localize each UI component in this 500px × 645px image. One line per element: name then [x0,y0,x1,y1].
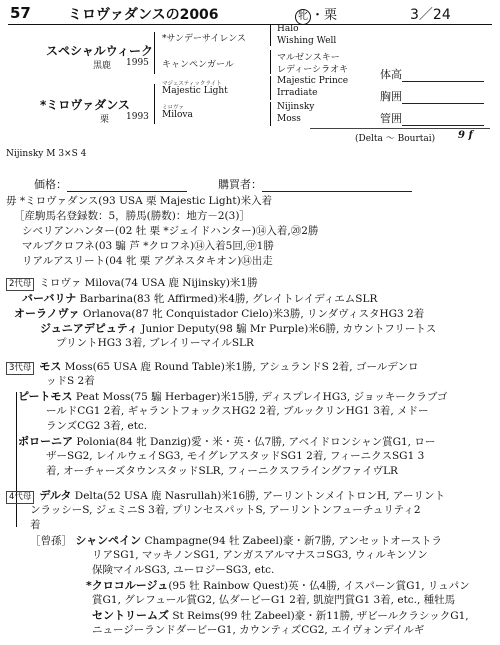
horse-record: Junior Deputy(98 騸 Mr Purple)米6勝, カウントフリートス [141,323,437,335]
inbreeding: Nijinsky M 3×S 4 [6,149,87,159]
fourth-dam-text: Delta(52 USA 鹿 Nasrullah)米16勝, アーリントンメイトロンH, アーリント [74,490,446,502]
pedigree-rule [310,128,490,129]
horse-name: ジュニアデピュティ [40,322,138,335]
fourth-dam-line3: 着 [30,519,41,531]
third-dam-text: Moss(65 USA 鹿 Round Table)米1勝, アシュランドS 2着, ゴールデンロ [64,361,419,373]
girth-field [380,88,484,104]
g3-lady-shiraoki: レディーシラオキ [277,65,349,75]
fourth-dam-line2: ンラッシーS, ジェミニS 3着, プリンセスパットS, アーリントンフューチュリティ2 [30,504,421,516]
horse-name: オーラノヴァ [14,307,80,320]
header-rule [8,24,492,25]
pedigree-bracket [270,24,271,46]
horse-record: Barbarina(83 牝 Affirmed)米4勝, グレイトレイディエムSLR [79,293,378,305]
dam-dam-kana: ミロヴァ [162,105,184,111]
horse-name: セントリームズ [92,609,169,622]
horse-name: ポローニア [18,435,73,448]
g3-maruzensky: マルゼンスキー [277,53,340,63]
great-grand-entry: 賞G1, グレフュール賞G2, 仏ダービーG1 2着, 凱旋門賞G1 3着, etc., 種牡馬 [92,594,456,606]
third-dam-line2: ッドS 2着 [46,375,95,387]
horse-record: Orlanova(87 牝 Conquistador Cielo)米3勝, リンダヴィスタHG3 2着 [82,308,425,320]
family-bracket [16,392,17,527]
progeny-item: シベリアンハンター(02 牡 栗 *ジェイドハンター)⑭入着,⑳2勝 [22,225,319,237]
generation-label: 4代母 [6,491,34,504]
second-dam-text: ミロヴァ Milova(74 USA 鹿 Nijinsky)米1勝 [39,277,258,289]
dam-sire-kana: マジェスティックライト [162,81,222,87]
sire-year: 1995 [126,58,149,68]
generation-label: 3代母 [6,362,34,375]
horse-name: モス [39,360,62,373]
sire-dam: キャンペンガール [162,60,234,70]
horse-record: Polonia(84 牝 Danzig)愛・米・英・仏7勝, アベイドロンシャン賞G1, ロー [76,436,436,448]
height-label: 体高 [380,68,402,81]
dam-dam: Milova [162,110,193,120]
cannon-label: 管囲 [380,112,402,125]
family-number: 9 f [458,130,473,141]
horse-record: プリントHG3 3着, ブレイリーマイルSLR [56,337,254,349]
third-dam-entry: ールドCG1 2着, ギャラントフォックスHG2 2着, ブルックリンHG1 3着, メドー [46,405,429,417]
sire-name: スペシャルウィーク [46,44,154,58]
pedigree-bracket [270,76,271,100]
pedigree-bracket [270,102,271,126]
catalog-number: 57 [10,4,31,22]
great-grand-entry: ニュージーランドダービーG1, カウンティズCG2, エイヴォンデイルギ [92,624,425,636]
pedigree-bracket [154,84,155,124]
great-grand-entry [30,533,442,549]
second-dam-entry [56,336,254,351]
dam-color: 栗 [100,115,110,125]
great-grand-entry: 保険マイルSG3, ユーロジーSG3, etc. [92,564,275,576]
horse-record: Peat Moss(75 騸 Herbager)米15勝, ディスプレイHG3, ジョッキークラブゴ [75,391,448,403]
relation-label: ［曾孫］ [30,535,72,547]
horse-name: シャンペイン [75,534,142,547]
cannon-field [380,110,484,126]
sire-sire: *サンデーサイレンス [162,34,246,44]
fourth-dam-line [6,488,445,504]
horse-title: ミロヴァダンスの2006 [68,7,219,23]
g3-nijinsky: Nijinsky [277,102,315,112]
price-field [34,176,187,192]
horse-name: ピートモス [18,390,73,403]
pedigree-bracket [154,32,155,74]
horse-name: バーバリナ [22,292,77,305]
great-grand-entry: リアSG1, マッキノンSG1, アンガスアルマナスコSG3, ウィルキンソン [92,549,428,561]
dam-progeny-stats: ［産駒馬名登録数：5，勝馬(勝数)：地方－2(3)］ [14,210,250,222]
horse-name: デルタ [39,489,72,502]
horse-name: *クロコルージュ [86,579,169,592]
pedigree-bracket [270,50,271,74]
second-dam-entry [40,321,436,337]
girth-blank [402,91,484,104]
dam-year: 1993 [126,112,149,122]
color-label: ・栗 [311,8,338,23]
g3-moss: Moss [277,114,301,124]
g3-wishing-well: Wishing Well [277,36,337,46]
sex-color [295,4,337,25]
second-dam-entry [14,306,424,322]
buyer-blank [262,179,412,192]
g3-irradiate: Irradiate [277,88,318,98]
great-grand-entry [86,578,470,594]
second-dam-line [6,276,258,291]
generation-label: 2代母 [6,278,34,291]
progeny-item: リアルアスリート(04 牝 栗 アグネスタキオン)⑭出走 [22,255,273,267]
nick-cross: (Delta ～ Bourtai) [355,134,436,144]
dam-sire: Majestic Light [162,86,228,96]
third-dam-entry: 着, オーチャーズタウンスタッドSLR, フィーニクスフライングファイヴLR [46,465,398,477]
third-dam-entry: ザーSG2, レイルウェイSG3, モイグレアスタッドSG1 2着, フィーニクスSG1 3 [46,450,425,462]
g3-halo: Halo [277,24,299,34]
horse-record: St Reims(99 牡 Zabeel)豪・新11勝, ザビールクラシックG1, [172,610,469,622]
second-dam-entry [22,291,377,307]
buyer-field [218,176,412,192]
third-dam-entry [18,389,447,405]
third-dam-line [6,359,419,375]
cannon-blank [402,113,484,126]
horse-record: (95 牡 Rainbow Quest)英・仏4勝, イスパーン賞G1, リュパン [168,580,470,592]
third-dam-entry [18,434,435,450]
dam-summary: 毋 *ミロヴァダンス(93 USA 栗 Majestic Light)米入着 [6,195,273,207]
g3-majestic-prince: Majestic Prince [277,76,349,86]
price-blank [67,179,187,192]
horse-record: Champagne(94 牡 Zabeel)豪・新7勝, アンセットオーストラ [144,535,443,547]
third-dam-entry: ランズCG2 3着, etc. [46,420,148,432]
great-grand-entry [92,608,469,624]
sex-mark: 牝 [295,9,311,25]
foaling-date: 3／24 [410,7,451,23]
height-blank [402,69,484,82]
buyer-label: 購買者： [218,178,262,191]
girth-label: 胸囲 [380,90,402,103]
price-label: 価格： [34,178,67,191]
progeny-item: マルブクロフネ(03 騸 芦 *クロフネ)⑭入着5回,㊥1勝 [22,240,274,252]
sire-color: 黒鹿 [93,61,112,71]
height-field [380,66,484,82]
dam-name: *ミロヴァダンス [40,98,130,112]
